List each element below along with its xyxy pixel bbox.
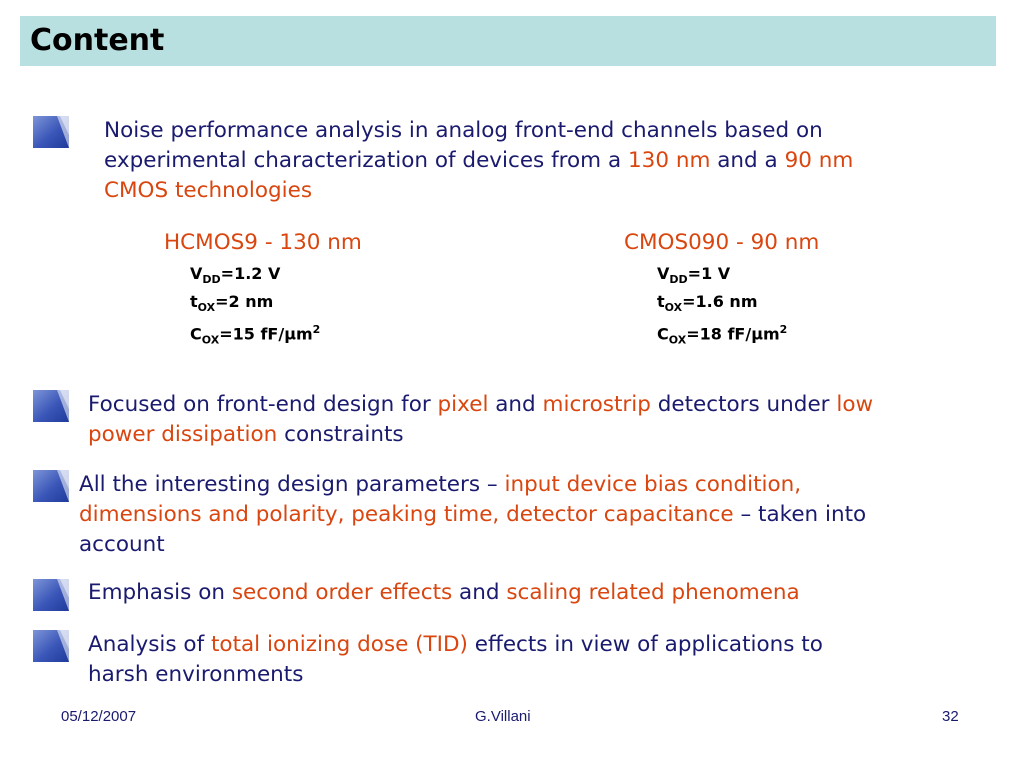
tech-heading-hcmos9: HCMOS9 - 130 nm [164, 230, 362, 255]
bullet-icon [32, 115, 70, 149]
highlight-text: input device bias condition, [504, 472, 802, 497]
bullet-icon [32, 578, 70, 612]
text-line: Noise performance analysis in analog front-end channels based on [104, 118, 823, 143]
spec-value: =18 fF/ [686, 324, 752, 344]
text-segment: constraints [277, 422, 404, 447]
spec-vdd [190, 264, 280, 290]
spec-symbol: C [190, 324, 202, 344]
spec-tox [657, 292, 758, 318]
highlight-text: power dissipation [88, 422, 278, 447]
spec-symbol: μ [284, 324, 296, 344]
bullet-text-tid-analysis [88, 630, 823, 690]
spec-subscript: OX [668, 333, 687, 347]
highlight-text: CMOS technologies [104, 178, 313, 203]
spec-unit: m [295, 324, 313, 344]
spec-cox [657, 320, 787, 351]
spec-tox [190, 292, 273, 318]
spec-subscript: OX [201, 333, 220, 347]
text-segment: Emphasis on [88, 580, 232, 605]
highlight-text: second order effects [231, 580, 453, 605]
text-segment: Focused on front-end design for [88, 392, 438, 417]
spec-subscript: DD [669, 273, 688, 287]
bullet-text-front-end-design [88, 390, 873, 450]
text-segment: experimental characterization of devices from a [104, 148, 628, 173]
text-segment: and a [710, 148, 785, 173]
bullet-text-design-parameters [79, 470, 866, 560]
spec-value: =1.2 V [220, 264, 281, 283]
footer-date: 05/12/2007 [61, 708, 137, 725]
text-segment: effects in view of applications to [467, 632, 823, 657]
footer-page-number: 32 [942, 708, 959, 725]
title-bar [20, 16, 996, 66]
spec-subscript: DD [202, 273, 221, 287]
text-segment: detectors under [650, 392, 837, 417]
highlight-text: 90 nm [784, 148, 854, 173]
bullet-icon [32, 469, 70, 503]
spec-symbol: V [190, 264, 203, 283]
footer-author: G.Villani [475, 708, 531, 725]
text-segment: All the interesting design parameters – [79, 472, 505, 497]
highlight-text: pixel [437, 392, 489, 417]
spec-exponent: 2 [312, 323, 321, 336]
highlight-text: low [836, 392, 874, 417]
spec-vdd [657, 264, 730, 290]
spec-value: =15 fF/ [219, 324, 285, 344]
spec-subscript: OX [664, 301, 683, 315]
bullet-icon [32, 629, 70, 663]
highlight-text: 130 nm [627, 148, 711, 173]
spec-unit: m [762, 324, 780, 344]
text-segment: and [452, 580, 507, 605]
text-segment: harsh environments [88, 662, 304, 687]
text-segment: – taken into [733, 502, 867, 527]
bullet-icon [32, 389, 70, 423]
spec-exponent: 2 [779, 323, 788, 336]
spec-symbol: μ [751, 324, 763, 344]
highlight-text: total ionizing dose (TID) [210, 632, 468, 657]
spec-value: =1.6 nm [682, 292, 758, 311]
spec-symbol: V [657, 264, 670, 283]
bullet-text-emphasis [88, 578, 800, 608]
highlight-text: microstrip [542, 392, 651, 417]
spec-value: =1 V [687, 264, 731, 283]
spec-symbol: C [657, 324, 669, 344]
spec-value: =2 nm [215, 292, 274, 311]
text-segment: Analysis of [88, 632, 211, 657]
highlight-text: scaling related phenomena [506, 580, 800, 605]
tech-heading-cmos090: CMOS090 - 90 nm [624, 230, 820, 255]
text-segment: account [79, 532, 165, 557]
spec-subscript: OX [197, 301, 216, 315]
bullet-text-noise-performance [104, 116, 853, 206]
page-title: Content [30, 23, 165, 58]
spec-symbol: t [190, 292, 198, 311]
spec-cox [190, 320, 320, 351]
text-segment: and [488, 392, 543, 417]
spec-symbol: t [657, 292, 665, 311]
highlight-text: dimensions and polarity, peaking time, detector capacitance [79, 502, 734, 527]
